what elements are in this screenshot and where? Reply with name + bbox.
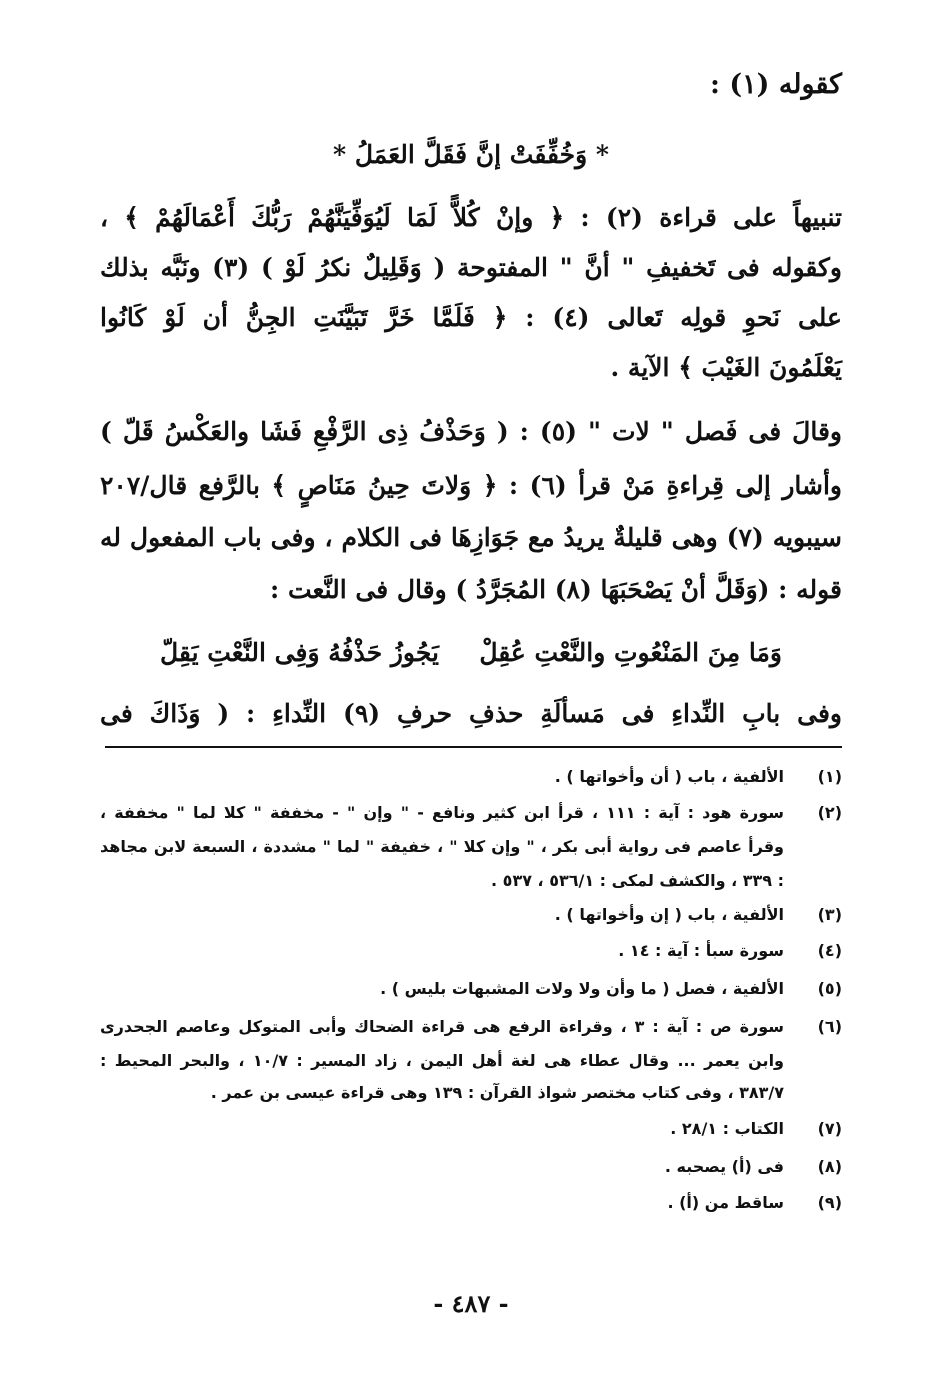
footnote-6-line-2: وابن يعمر ... وقال عطاء هى لغة أهل اليمن ، زاد المسير : ١٠/٧ ، والبحر المحيط : xyxy=(100,1051,784,1070)
paragraph-3-line-1: وفى بابِ النِّداءِ فى مَسألَةِ حذفِ حرفِ (٩) النِّداءِ : ( وَذَاكَ فى xyxy=(100,699,842,728)
footnote-text: الألفية ، باب ( إن وأخواتها ) . xyxy=(554,905,784,924)
footnote-number: (٥) xyxy=(817,979,842,998)
verse-first-hemistich: وَمَا مِنَ المَنْعُوتِ والنَّعْتِ عُقِلْ xyxy=(479,638,782,667)
paragraph-1-line-3: على نَحوِ قولِه تَعالى (٤) : ﴿ فَلَمَّا خَرَّ تَبَيَّنَتِ الجِنُّ أن لَوْ كَانُوا xyxy=(100,303,842,332)
paragraph-1-line-4: يَعْلَمُونَ الغَيْبَ ﴾ الآية . xyxy=(610,353,842,382)
footnote-separator xyxy=(105,746,842,748)
paragraph-1-line-2: وكقوله فى تَخفيفِ " أنَّ " المفتوحة ( وَقَلِيلٌ نكرُ لَوْ ) (٣) ونَبَّه بذلك xyxy=(100,253,843,282)
footnote-text: الألفية ، فصل ( ما وأن ولا ولات المشبهات بليس ) . xyxy=(380,979,784,998)
verse-second-hemistich: يَجُوزُ حَذْفُهُ وَفِى النَّعْتِ يَقِلّ xyxy=(160,638,439,667)
footnote-text: سورة ص : آية : ٣ ، وقراءة الرفع هى قراءة الضحاك وأبى المتوكل وعاصم الجحدرى xyxy=(100,1017,785,1036)
verse-title: * وَخُفِّفَتْ إنَّ فَقَلَّ العَمَلُ * xyxy=(333,140,609,169)
footnote-number: (٧) xyxy=(817,1119,842,1138)
footnote-number: (٩) xyxy=(817,1193,842,1212)
page-number: - ٤٨٧ - xyxy=(433,1289,509,1318)
paragraph-2-line-4: قوله : (وَقَلَّ أنْ يَصْحَبَهَا (٨) المُجَرَّدُ ) وقال فى النَّعت : xyxy=(270,575,842,604)
footnote-text: سورة هود : آية : ١١١ ، قرأ ابن كثير ونافع - " وإن " - مخففة " كلا لما " مخففة ، xyxy=(100,803,785,822)
footnote-number: (٣) xyxy=(817,905,842,924)
verse xyxy=(160,628,782,678)
footnote-text: سورة سبأ : آية : ١٤ . xyxy=(618,941,784,960)
footnote-2-line-2: وقرأ عاصم فى رواية أبى بكر ، " وإن كلا " ، خفيفة " لما " مشددة ، السبعة لابن مجاهد xyxy=(100,837,784,856)
footnote-text: الألفية ، باب ( أن وأخواتها ) . xyxy=(554,767,784,786)
heading: كقوله (١) : xyxy=(709,69,842,100)
footnote-number: (٨) xyxy=(817,1157,842,1176)
paragraph-1-line-1: تنبيهاً على قراءة (٢) : ﴿ وإنْ كُلاًّ لَمَا لَيُوَفِّيَنَّهُمْ رَبُّكَ أَعْمَالَهُمْ ﴾ ، xyxy=(100,203,843,232)
footnote-2-line-3: : ٣٣٩ ، والكشف لمكى : ٥٣٦/١ ، ٥٣٧ . xyxy=(491,871,784,890)
footnote-number: (٢) xyxy=(817,803,842,822)
footnote-number: (٤) xyxy=(817,941,842,960)
paragraph-2-line-2: وأشار إلى قِراءةِ مَنْ قرأ (٦) : ﴿ وَلاتَ حِينُ مَنَاصٍ ﴾ بالرَّفع قال/٢٠٧ xyxy=(100,471,842,500)
footnote-number: (٦) xyxy=(817,1017,842,1036)
paragraph-2-line-3: سيبويه (٧) وهى قليلةٌ يريدُ مع جَوَازِهَا فى الكلام ، وفى باب المفعول له xyxy=(100,523,843,552)
footnote-text: الكتاب : ٢٨/١ . xyxy=(670,1119,784,1138)
footnote-number: (١) xyxy=(817,767,842,786)
paragraph-2-line-1: وقالَ فى فَصل " لات " (٥) : ( وَحَذْفُ ذِى الرَّفْعِ فَشَا والعَكْسُ قَلّ ) xyxy=(100,417,842,446)
footnote-6-line-3: ٣٨٣/٧ ، وفى كتاب مختصر شواذ القرآن : ١٣٩ وهى قراءة عيسى بن عمر . xyxy=(210,1083,784,1102)
footnote-text: فى (أ) يصحبه . xyxy=(664,1157,784,1176)
footnote-text: ساقط من (أ) . xyxy=(667,1193,784,1212)
